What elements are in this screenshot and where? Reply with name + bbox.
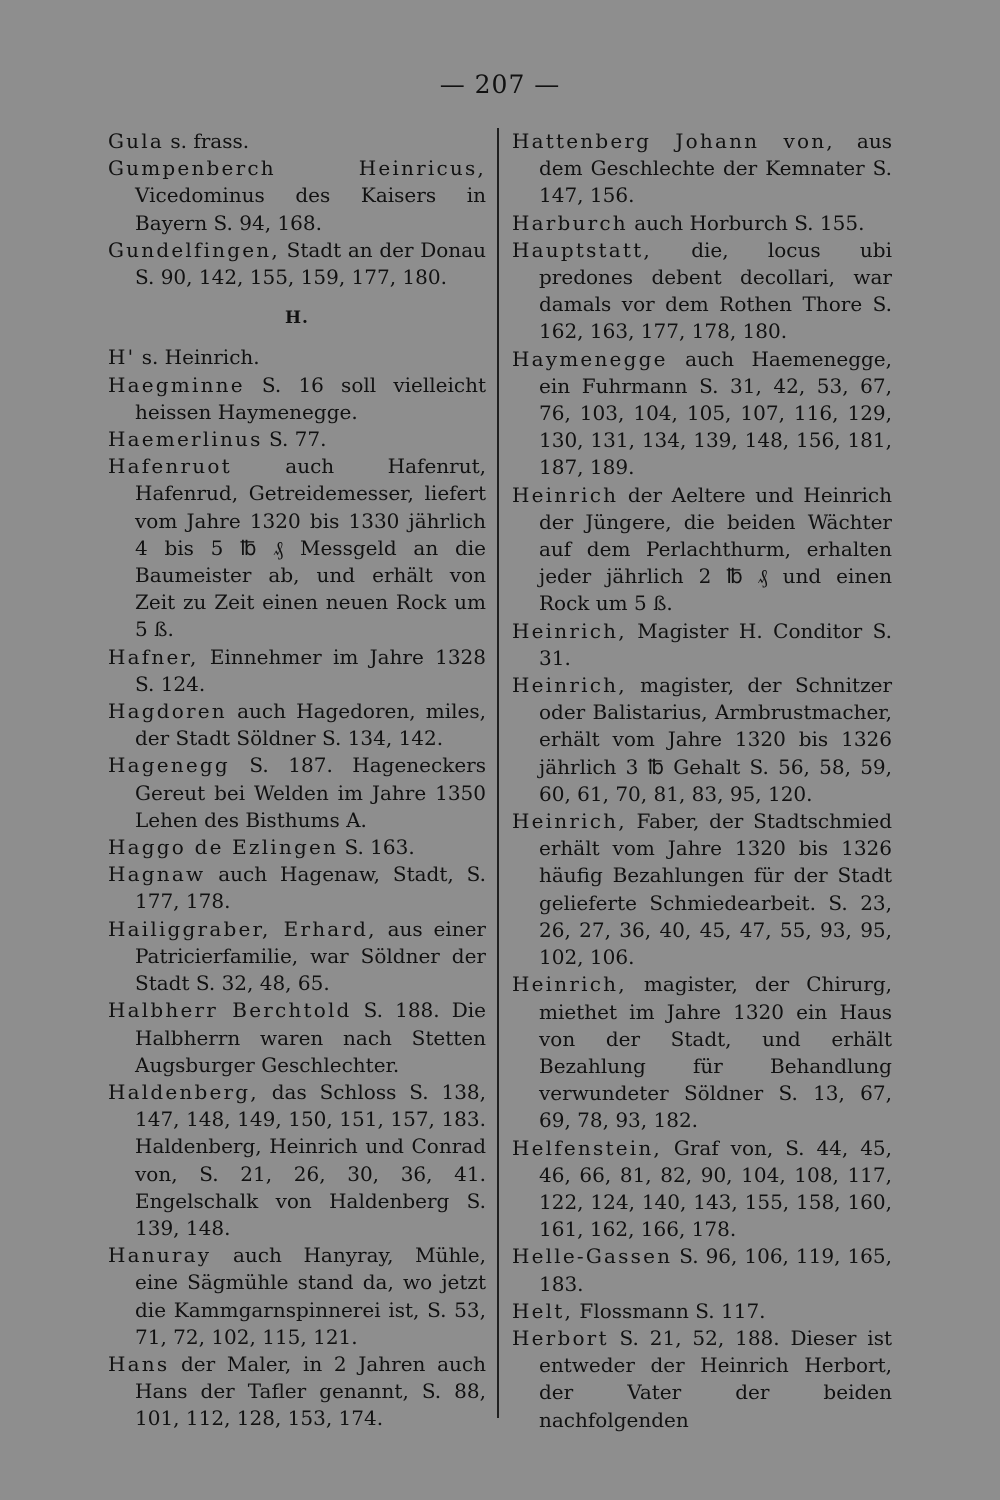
index-entry: Helt, Flossmann S. 117. [512, 1298, 766, 1323]
index-entry: Hauptstatt, die, locus ubi predones debent decollari, war damals vor dem Rothen Thore S. 162, 163, 177, 178, 180. [512, 237, 892, 344]
index-entry: Hanuray auch Hanyray, Mühle, eine Sägmühle stand da, wo jetzt die Kammgarnspinnerei ist, S. 53, 71, 72, 102, 115, 121. [108, 1243, 486, 1349]
index-entry: Hailiggraber, Erhard, aus einer Patricierfamilie, war Söldner der Stadt S. 32, 48, 65. [108, 916, 486, 996]
index-entry: Heinrich der Aeltere und Heinrich der Jüngere, die beiden Wächter auf dem Perlachthurm, erhalten jeder jährlich 2 ℔ ₰ und einen Rock um 5 ß. [512, 482, 892, 616]
index-entry: Heinrich, Faber, der Stadtschmied erhält vom Jahre 1320 bis 1326 häufig Bezahlungen für der Stadt gelieferte Schmiedearbeit. S. 23, 26, 27, 36, 40, 45, 47, 55, 93, 95, 102, 106. [512, 809, 892, 970]
page-number: — 207 — [439, 70, 561, 99]
right-column [512, 128, 892, 1434]
column-divider [497, 128, 499, 1418]
index-entry: Gundelfingen, Stadt an der Donau S. 90, 142, 155, 159, 177, 180. [108, 237, 486, 290]
index-entry: H' s. Heinrich. [108, 345, 260, 370]
index-entry: Hans der Maler, in 2 Jahren auch Hans der Tafler genannt, S. 88, 101, 112, 128, 153, 174. [108, 1351, 486, 1431]
index-entry: Hagenegg S. 187. Hageneckers Gereut bei Welden im Jahre 1350 Lehen des Bisthums A. [108, 753, 486, 832]
index-entry: Hagnaw auch Hagenaw, Stadt, S. 177, 178. [108, 862, 486, 914]
index-entry: Heinrich, magister, der Chirurg, miethet im Jahre 1320 ein Haus von der Stadt, und erhält Bezahlung für Behandlung verwundeter Söldner S. 13, 67, 69, 78, 93, 182. [512, 972, 892, 1133]
index-entry: Gula s. frass. [108, 129, 250, 153]
index-entry: Haegminne S. 16 soll vielleicht heissen Haymenegge. [108, 372, 486, 424]
index-entry: Heinrich, magister, der Schnitzer oder Balistarius, Armbrustmacher, erhält vom Jahre 1320 bis 1326 jährlich 3 ℔ Gehalt S. 56, 58, 59, 60, 61, 70, 81, 83, 95, 120. [512, 673, 892, 806]
index-entry: Hafner, Einnehmer im Jahre 1328 S. 124. [108, 644, 486, 696]
section-letter: H. [285, 308, 309, 329]
index-entry: Hafenruot auch Hafenrut, Hafenrud, Getreidemesser, liefert vom Jahre 1320 bis 1330 jährlich 4 bis 5 ℔ ₰ Messgeld an die Baumeister ab, und erhält von Zeit zu Zeit einen neuen Rock um 5 ß. [108, 454, 486, 642]
index-entry: Herbort S. 21, 52, 188. Dieser ist entweder der Heinrich Herbort, der Vater der beiden nachfolgenden [512, 1325, 892, 1432]
index-entry: Gumpenberch Heinricus, Vicedominus des Kaisers in Bayern S. 94, 168. [108, 156, 486, 235]
index-entry: Haymenegge auch Haemenegge, ein Fuhrmann S. 31, 42, 53, 67, 76, 103, 104, 105, 107, 116, 129, 130, 131, 134, 139, 148, 156, 181, 187, 189. [512, 346, 892, 480]
left-column [108, 128, 486, 1433]
index-entry: Hagdoren auch Hagedoren, miles, der Stadt Söldner S. 134, 142. [108, 699, 486, 751]
index-entry: Heinrich, Magister H. Conditor S. 31. [512, 618, 892, 670]
index-entry: Haggo de Ezlingen S. 163. [108, 835, 415, 860]
index-entry: Helfenstein, Graf von, S. 44, 45, 46, 66, 81, 82, 90, 104, 108, 117, 122, 124, 140, 143, 155, 158, 160, 161, 162, 166, 178. [512, 1135, 892, 1242]
index-entry: Harburch auch Horburch S. 155. [512, 210, 865, 235]
index-entry: Haldenberg, das Schloss S. 138, 147, 148, 149, 150, 151, 157, 183. Haldenberg, Heinrich und Conrad von, S. 21, 26, 30, 36, 41. Engelschalk von Haldenberg S. 139, 148. [108, 1079, 486, 1240]
index-entry: Hattenberg Johann von, aus dem Geschlechte der Kemnater S. 147, 156. [512, 129, 892, 208]
index-entry: Halbherr Berchtold S. 188. Die Halbherrn waren nach Stetten Augsburger Geschlechter. [108, 998, 486, 1077]
index-entry: Helle-Gassen S. 96, 106, 119, 165, 183. [512, 1244, 892, 1296]
index-entry: Haemerlinus S. 77. [108, 427, 327, 452]
